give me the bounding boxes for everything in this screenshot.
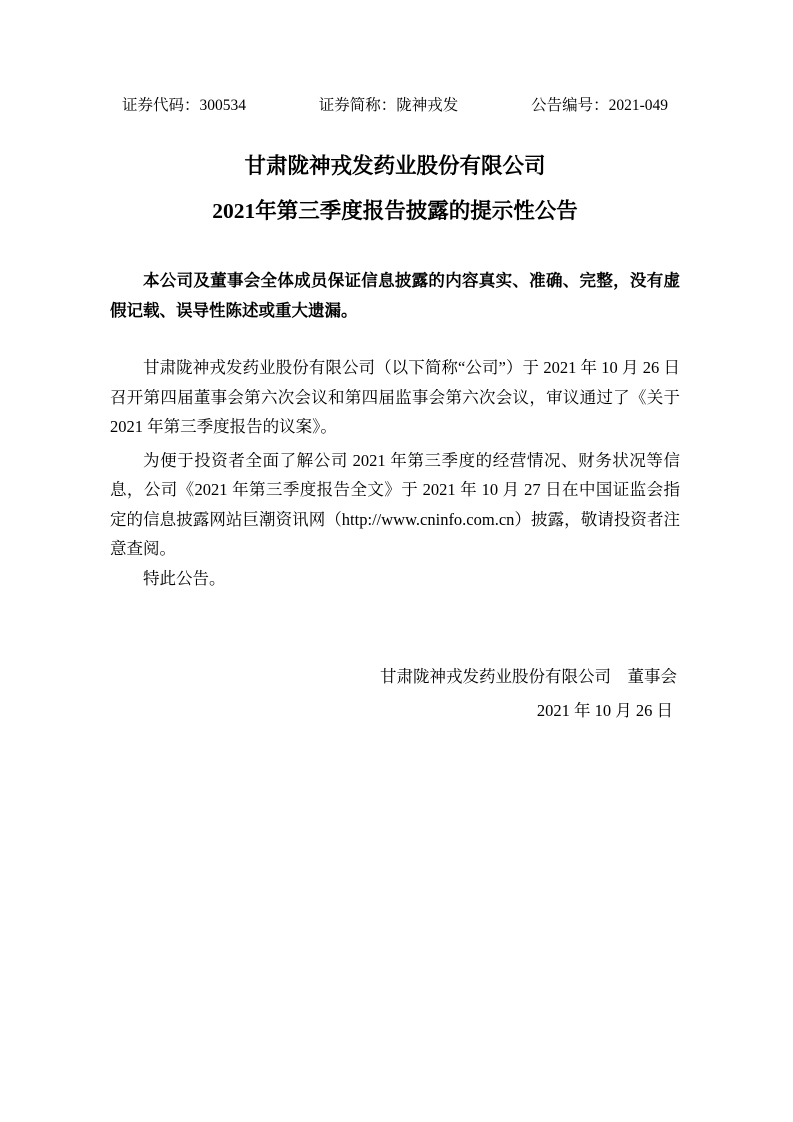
document-subtitle: 2021年第三季度报告披露的提示性公告 <box>212 199 578 223</box>
signature-company: 甘肃陇神戎发药业股份有限公司 董事会 <box>380 667 677 686</box>
stock-abbr: 证券简称：陇神戎发 <box>318 97 459 114</box>
integrity-notice: 本公司及董事会全体成员保证信息披露的内容真实、准确、完整，没有虚假记载、误导性陈述或重大遗漏。 <box>110 271 680 320</box>
signature-date: 2021 年 10 月 26 日 <box>536 700 673 720</box>
body-paragraph-2: 为便于投资者全面了解公司 2021 年第三季度的经营情况、财务状况等信息，公司《2021 年第三季度报告全文》于 2021 年 10 月 27 日在中国证监会指定的信息披露网站巨潮资讯网（http://www.cninfo.com.cn）披露，敬请投资者注意查阅。 <box>110 450 680 558</box>
document-title: 甘肃陇神戎发药业股份有限公司 <box>244 154 546 178</box>
closing-statement: 特此公告。 <box>143 568 226 588</box>
document-header <box>110 96 680 116</box>
stock-code: 证券代码：300534 <box>122 97 247 114</box>
body-paragraph-1: 甘肃陇神戎发药业股份有限公司（以下简称“公司”）于 2021 年 10 月 26 日召开第四届董事会第六次会议和第四届监事会第六次会议，审议通过了《关于 2021 年第三季度报告的议案》。 <box>110 358 680 436</box>
announcement-number: 公告编号：2021-049 <box>531 97 668 114</box>
